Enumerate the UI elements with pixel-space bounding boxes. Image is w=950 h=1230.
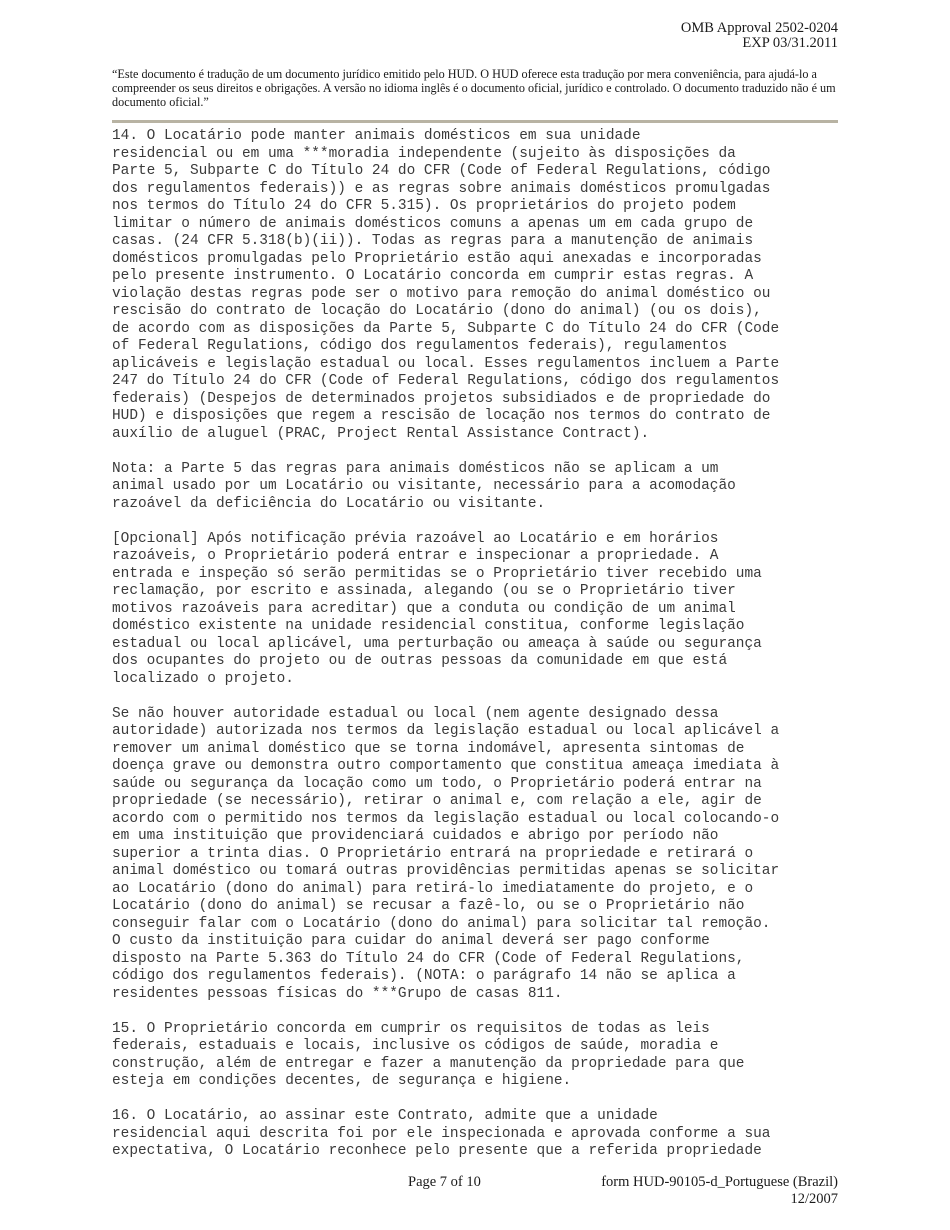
form-identifier	[601, 1174, 838, 1208]
form-name: form HUD-90105-d_Portuguese (Brazil)	[601, 1174, 838, 1190]
page-number: Page 7 of 10	[408, 1174, 481, 1190]
translation-disclaimer: “Este documento é tradução de um documento jurídico emitido pelo HUD. O HUD oferece esta tradução por mera conveniência, para ajudá-lo a compreender os seus direitos e obrigações. A versão no idioma inglês é o documento oficial, jurídico e controlado. O documento traduzido não é um documento oficial.”	[112, 67, 836, 109]
note-paragraph: Nota: a Parte 5 das regras para animais domésticos não se aplicam a um animal usado por um Locatário ou visitante, necessário para a acomodação razoável da deficiência do Locatário ou visitante.	[112, 460, 736, 512]
omb-approval-block	[681, 21, 838, 51]
form-date: 12/2007	[790, 1191, 838, 1207]
paragraph-14: 14. O Locatário pode manter animais domésticos em sua unidade residencial ou em uma ***moradia independente (sujeito às disposições da Parte 5, Subparte C do Título 24 do CFR (Code of Federal Regulations, código dos regulamentos federais)) e as regras sobre animais domésticos promulgadas nos termos do Título 24 do CFR 5.315). Os proprietários do projeto podem limitar o número de animais domésticos comuns a apenas um em cada grupo de casas. (24 CFR 5.318(b)(ii)). Todas as regras para a manutenção de animais domésticos promulgadas pelo Proprietário estão aqui anexadas e incorporadas pelo presente instrumento. O Locatário concorda em cumprir estas regras. A violação destas regras pode ser o motivo para remoção do animal doméstico ou rescisão do contrato de locação do Locatário (dono do animal) (ou os dois), de acordo com as disposições da Parte 5, Subparte C do Título 24 do CFR (Code of Federal Regulations, código dos regulamentos federais), regulamentos aplicáveis e legislação estadual ou local. Esses regulamentos incluem a Parte 247 do Título 24 do CFR (Code of Federal Regulations, código dos regulamentos federais) (Despejos de determinados projetos subsidiados e de propriedade do HUD) e disposições que regem a rescisão de locação nos termos do contrato de auxílio de aluguel (PRAC, Project Rental Assistance Contract).	[112, 128, 780, 442]
animal-removal-paragraph: Se não houver autoridade estadual ou local (nem agente designado dessa autoridade) autorizada nos termos da legislação estadual ou local aplicável a remover um animal doméstico que se torna indomável, apresenta sintomas de doença grave ou demonstra outro comportamento que constitua ameaça imediata à saúde ou segurança da locação como um todo, o Proprietário poderá entrar na propriedade (se necessário), retirar o animal e, com relação a ele, agir de acordo com o permitido nos termos da legislação estadual ou local colocando-o em uma instituição que providenciará cuidados e abrigo por período não superior a trinta dias. O Proprietário entrará na propriedade e retirará o animal doméstico ou tomará outras providências permitidas apenas se solicitar ao Locatário (dono do animal) para retirá-lo imediatamente do projeto, e o Locatário (dono do animal) se recusar a fazê-lo, ou se o Proprietário não conseguir falar com o Locatário (dono do animal) para solicitar tal remoção. O custo da instituição para cuidar do animal deverá ser pago conforme disposto na Parte 5.363 do Título 24 do CFR (Code of Federal Regulations, código dos regulamentos federais). (NOTA: o parágrafo 14 não se aplica a residentes pessoas físicas do ***Grupo de casas 811.	[112, 705, 780, 1002]
omb-approval-number: OMB Approval 2502-0204	[680, 20, 838, 36]
optional-inspection-paragraph: [Opcional] Após notificação prévia razoável ao Locatário e em horários razoáveis, o Proprietário poderá entrar e inspecionar a propriedade. A entrada e inspeção só serão permitidas se o Proprietário tiver recebido uma reclamação, por escrito e assinada, alegando (ou se o Proprietário tiver motivos razoáveis para acreditar) que a conduta ou condição de um animal doméstico existente na unidade residencial constitua, conforme legislação estadual ou local aplicável, uma perturbação ou ameaça à saúde ou segurança dos ocupantes do projeto ou de outras pessoas da comunidade em que está localizado o projeto.	[112, 530, 762, 687]
paragraph-15: 15. O Proprietário concorda em cumprir os requisitos de todas as leis federais, estaduais e locais, inclusive os códigos de saúde, moradia e construção, além de entregar e fazer a manutenção da propriedade para que esteja em condições decentes, de segurança e higiene.	[112, 1020, 745, 1089]
header-divider	[112, 120, 838, 123]
document-body	[112, 128, 842, 1178]
expiration-date: EXP 03/31.2011	[742, 35, 838, 51]
paragraph-16: 16. O Locatário, ao assinar este Contrato, admite que a unidade residencial aqui descrita foi por ele inspecionada e aprovada conforme a sua expectativa, O Locatário reconhece pelo presente que a referida propriedade	[112, 1108, 771, 1159]
